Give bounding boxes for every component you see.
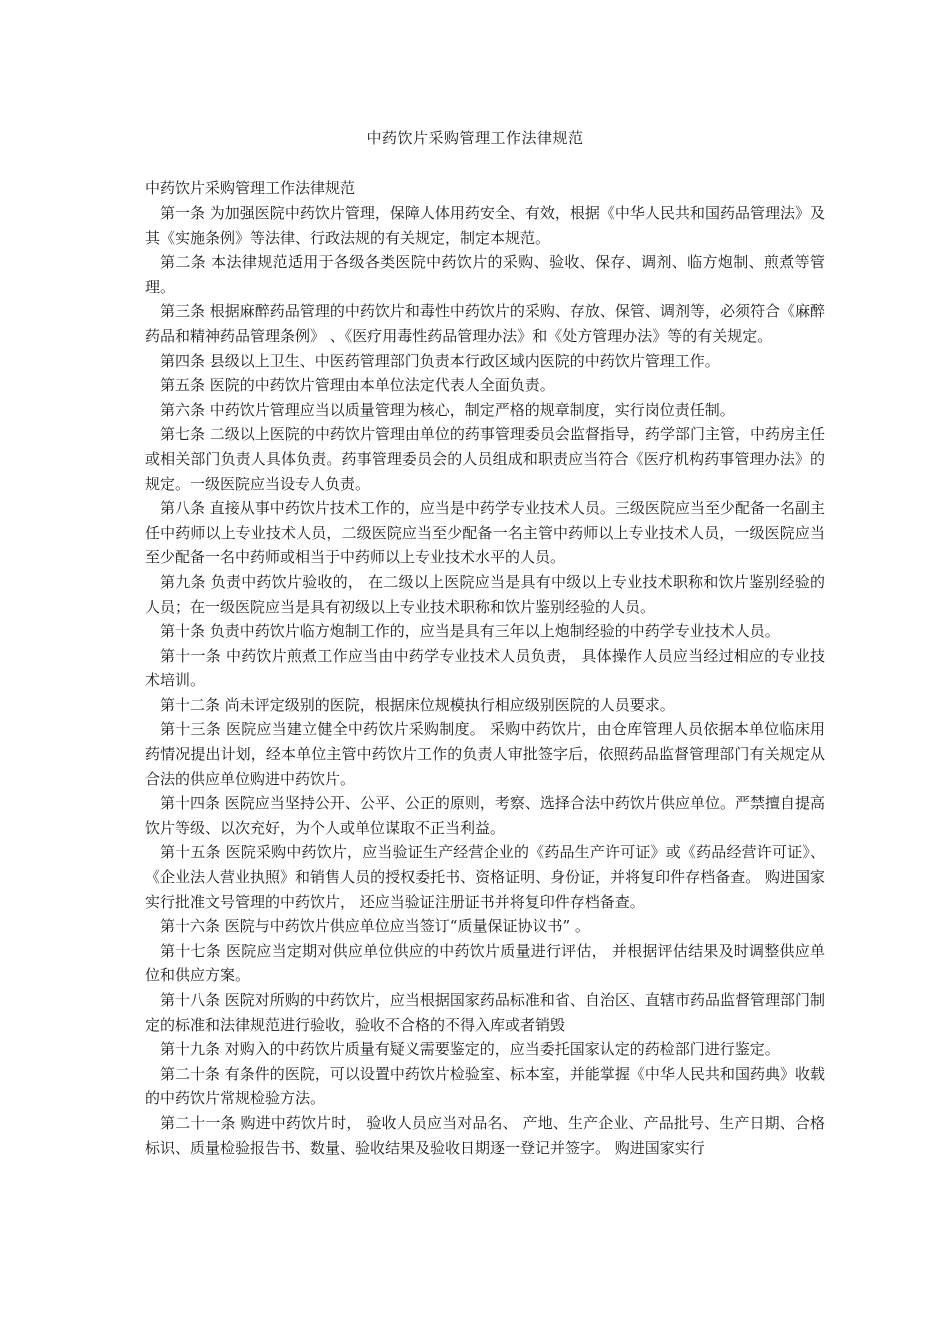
article-9: 第九条 负责中药饮片验收的， 在二级以上医院应当是具有中级以上专业技术职称和饮片鉴别经验的人员；在一级医院应当是具有初级以上专业技术职称和饮片鉴别经验的人员。: [145, 572, 825, 616]
article-8: 第八条 直接从事中药饮片技术工作的，应当是中药学专业技术人员。三级医院应当至少配备一名副主任中药师以上专业技术人员，二级医院应当至少配备一名主管中药师以上专业技术人员，一级医院应当至少配备一名中药师或相当于中药师以上专业技术水平的人员。: [145, 499, 825, 567]
article-17: 第十七条 医院应当定期对供应单位供应的中药饮片质量进行评估， 并根据评估结果及时调整供应单位和供应方案。: [145, 941, 825, 985]
article-2: 第二条 本法律规范适用于各级各类医院中药饮片的采购、验收、保存、调剂、临方炮制、煎煮等管理。: [145, 253, 825, 296]
document-subtitle: 中药饮片采购管理工作法律规范: [145, 179, 356, 197]
article-7: 第七条 二级以上医院的中药饮片管理由单位的药事管理委员会监督指导，药学部门主管，中药房主任或相关部门负责人具体负责。药事管理委员会的人员组成和职责应当符合《医疗机构药事管理办法》的规定。一级医院应当设专人负责。: [145, 425, 825, 493]
article-6: 第六条 中药饮片管理应当以质量管理为核心，制定严格的规章制度，实行岗位责任制。: [160, 400, 735, 419]
article-1: 第一条 为加强医院中药饮片管理，保障人体用药安全、有效，根据《中华人民共和国药品管理法》及其《实施条例》等法律、行政法规的有关规定，制定本规范。: [145, 204, 825, 247]
article-4: 第四条 县级以上卫生、中医药管理部门负责本行政区域内医院的中药饮片管理工作。: [160, 351, 720, 370]
document-title: 中药饮片采购管理工作法律规范: [366, 129, 584, 147]
article-10: 第十条 负责中药饮片临方炮制工作的，应当是具有三年以上炮制经验的中药学专业技术人员。: [160, 622, 780, 641]
article-21: 第二十一条 购进中药饮片时， 验收人员应当对品名、 产地、生产企业、产品批号、生产日期、合格标识、质量检验报告书、数量、验收结果及验收日期逐一登记并签字。 购进国家实行: [145, 1113, 825, 1157]
article-13: 第十三条 医院应当建立健全中药饮片采购制度。 采购中药饮片，由仓库管理人员依据本单位临床用药情况提出计划，经本单位主管中药饮片工作的负责人审批签字后，依照药品监督管理部门有关规定从合法的供应单位购进中药饮片。: [145, 720, 825, 788]
article-11: 第十一条 中药饮片煎煮工作应当由中药学专业技术人员负责， 具体操作人员应当经过相应的专业技术培训。: [145, 646, 825, 690]
article-12: 第十二条 尚未评定级别的医院，根据床位规模执行相应级别医院的人员要求。: [160, 695, 675, 714]
document-body: [145, 201, 825, 1160]
article-14: 第十四条 医院应当坚持公开、公平、公正的原则，考察、选择合法中药饮片供应单位。严禁擅自提高饮片等级、以次充好，为个人或单位谋取不正当利益。: [145, 794, 825, 837]
article-18: 第十八条 医院对所购的中药饮片，应当根据国家药品标准和省、自治区、直辖市药品监督管理部门制定的标准和法律规范进行验收，验收不合格的不得入库或者销毁: [145, 991, 825, 1034]
article-5: 第五条 医院的中药饮片管理由本单位法定代表人全面负责。: [160, 376, 555, 395]
article-15: 第十五条 医院采购中药饮片，应当验证生产经营企业的《药品生产许可证》或《药品经营许可证》、《企业法人营业执照》和销售人员的授权委托书、资格证明、身份证，并将复印件存档备查。 购进国家实行批准文号管理的中药饮片， 还应当验证注册证书并将复印件存档备查。: [145, 843, 825, 911]
article-16: 第十六条 医院与中药饮片供应单位应当签订“质量保证协议书” 。: [160, 917, 590, 936]
article-20: 第二十条 有条件的医院，可以设置中药饮片检验室、标本室，并能掌握《中华人民共和国药典》收载的中药饮片常规检验方法。: [145, 1064, 825, 1108]
article-3: 第三条 根据麻醉药品管理的中药饮片和毒性中药饮片的采购、存放、保管、调剂等，必须符合《麻醉药品和精神药品管理条例》 、《医疗用毒性药品管理办法》和《处方管理办法》等的有关规定。: [145, 302, 825, 345]
article-19: 第十九条 对购入的中药饮片质量有疑义需要鉴定的，应当委托国家认定的药检部门进行鉴定。: [160, 1040, 780, 1059]
